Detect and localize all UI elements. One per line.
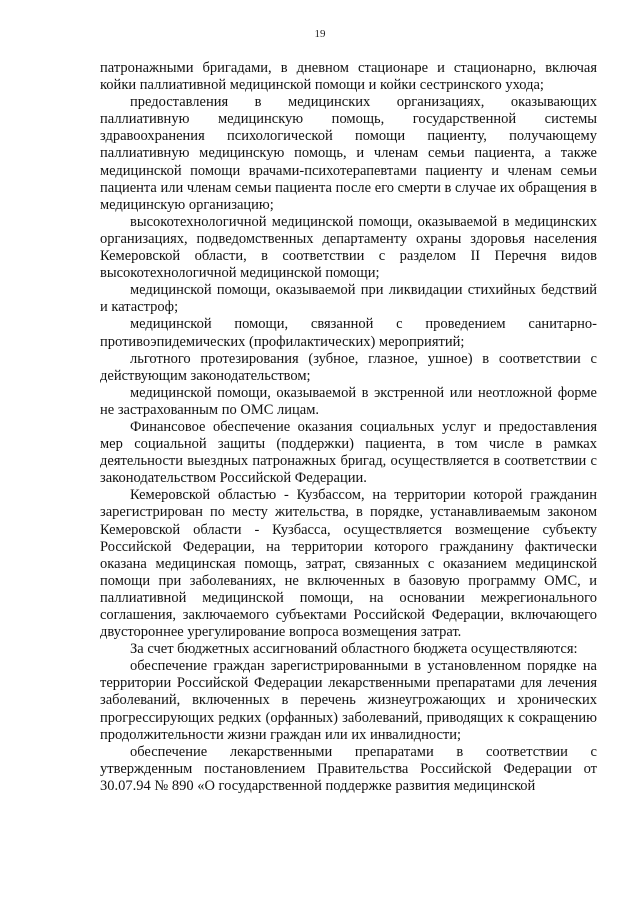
paragraph: Кемеровской областью - Кузбассом, на территории которой гражданин зарегистрирован по месту жительства, в порядке, устанавливаемым законом Кемеровской области - Кузбасса, осуществляется возмещение субъекту Российской Федерации, на территории которого гражданину фактически оказана медицинская помощь, затрат, связанных с оказанием медицинской помощи при заболеваниях, не включенных в базовую программу ОМС, и паллиативной медицинской помощи, на основании межрегионального соглашения, заключаемого субъектами Российской Федерации, включающего двустороннее урегулирование вопроса возмещения затрат. xyxy=(100,487,597,641)
paragraph: медицинской помощи, оказываемой в экстренной или неотложной форме не застрахованным по ОМС лицам. xyxy=(100,384,597,418)
paragraph: предоставления в медицинских организациях, оказывающих паллиативную медицинскую помощь, государственной системы здравоохранения психологической помощи пациенту, получающему паллиативную медицинскую помощь, и членам семьи пациента, а также медицинской помощи врачами-психотерапевтами пациенту и членам семьи пациента или членам семьи пациента после его смерти в случае их обращения в медицинскую организацию; xyxy=(100,94,597,213)
document-body xyxy=(100,60,597,795)
page-number: 19 xyxy=(314,28,326,40)
paragraph: высокотехнологичной медицинской помощи, оказываемой в медицинских организациях, подведомственных департаменту охраны здоровья населения Кемеровской области, в соответствии с разделом II Перечня видов высокотехнологичной медицинской помощи; xyxy=(100,213,597,282)
paragraph: обеспечение лекарственными препаратами в соответствии с утвержденным постановлением Правительства Российской Федерации от 30.07.94 № 890 «О государственной поддержке развития медицинской xyxy=(100,743,597,794)
paragraph: обеспечение граждан зарегистрированными в установленном порядке на территории Российской Федерации лекарственными препаратами для лечения заболеваний, включенных в перечень жизнеугрожающих и хронических прогрессирующих редких (орфанных) заболеваний, приводящих к сокращению продолжительности жизни граждан или их инвалидности; xyxy=(100,658,597,743)
paragraph: Финансовое обеспечение оказания социальных услуг и предоставления мер социальной защиты (поддержки) пациента, в том числе в рамках деятельности выездных патронажных бригад, осуществляется в соответствии с законодательством Российской Федерации. xyxy=(100,418,597,487)
paragraph: За счет бюджетных ассигнований областного бюджета осуществляются: xyxy=(130,641,578,658)
paragraph: медицинской помощи, оказываемой при ликвидации стихийных бедствий и катастроф; xyxy=(100,282,597,316)
paragraph: патронажными бригадами, в дневном стационаре и стационарно, включая койки паллиативной медицинской помощи и койки сестринского ухода; xyxy=(100,60,597,94)
paragraph: льготного протезирования (зубное, глазное, ушное) в соответствии с действующим законодательством; xyxy=(100,350,597,384)
paragraph: медицинской помощи, связанной с проведением санитарно-противоэпидемических (профилактических) мероприятий; xyxy=(100,316,597,350)
